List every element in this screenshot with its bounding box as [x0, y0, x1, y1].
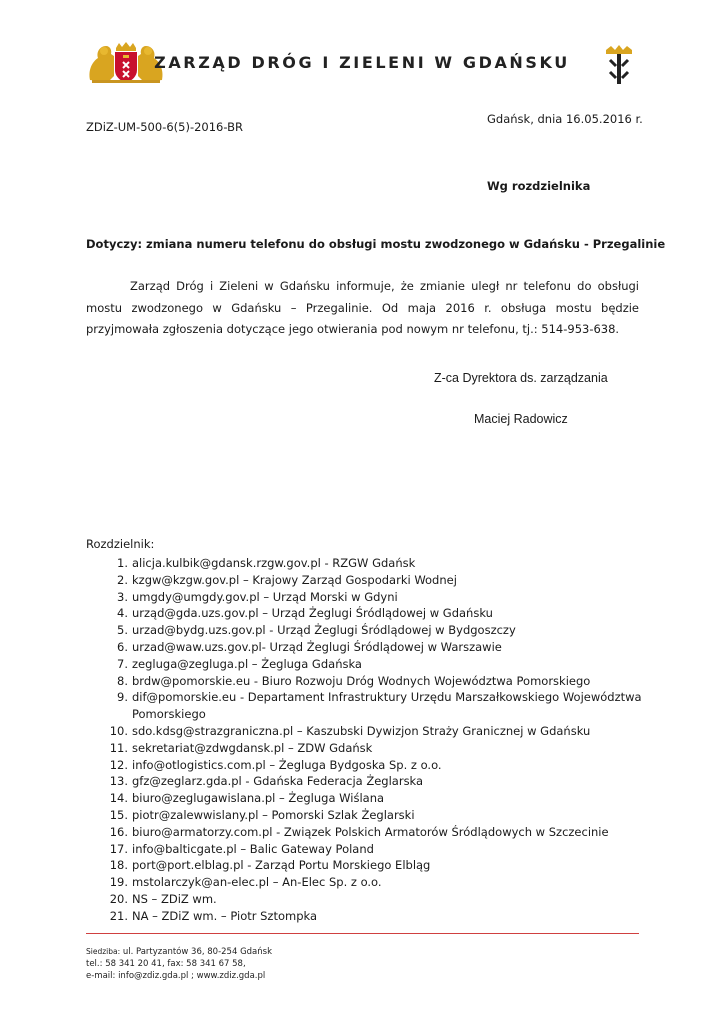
list-item — [86, 807, 646, 824]
list-item — [86, 605, 646, 622]
list-text: alicja.kulbik@gdansk.rzgw.gov.pl - RZGW Gdańsk — [132, 556, 416, 570]
list-text: zegluga@zegluga.pl – Żegluga Gdańska — [132, 656, 362, 671]
list-item — [86, 891, 646, 908]
list-item — [86, 723, 646, 740]
list-number: 4. — [117, 606, 128, 621]
list-item — [86, 622, 646, 639]
list-number: 18. — [109, 858, 128, 873]
list-text: info@otlogistics.com.pl – Żegluga Bydgoska Sp. z o.o. — [132, 757, 442, 772]
list-text: biuro@zeglugawislana.pl – Żegluga Wiślana — [132, 791, 385, 806]
list-number: 17. — [109, 841, 128, 856]
list-number: 8. — [117, 673, 128, 688]
list-item — [86, 639, 646, 656]
footer-divider — [86, 933, 639, 934]
list-item — [86, 740, 646, 757]
footer-email-www: e-mail: info@zdiz.gda.pl ; www.zdiz.gda.pl — [86, 971, 266, 981]
list-item — [86, 857, 646, 874]
distribution-label: Rozdzielnik: — [86, 537, 155, 551]
list-text: urząd@gda.uzs.gov.pl – Urząd Żeglugi Śródlądowej w Gdańsku — [132, 606, 493, 621]
distribution-list — [86, 555, 646, 925]
list-text: port@port.elblag.pl - Zarząd Portu Morskiego Elbląg — [132, 858, 431, 873]
list-item — [86, 841, 646, 858]
recipient: Wg rozdzielnika — [487, 179, 591, 193]
list-number: 5. — [117, 623, 128, 638]
list-text: piotr@zalewwislany.pl – Pomorski Szlak Żeglarski — [132, 807, 415, 822]
list-text: mstolarczyk@an-elec.pl – An-Elec Sp. z o.o. — [132, 875, 382, 890]
list-text: sekretariat@zdwgdansk.pl – ZDW Gdańsk — [132, 740, 373, 755]
list-item — [86, 757, 646, 774]
list-text: dif@pomorskie.eu - Departament Infrastruktury Urzędu Marszałkowskiego Województwa Pomorskiego — [132, 690, 642, 722]
letter-body — [86, 276, 639, 341]
list-number: 9. — [117, 690, 128, 705]
signature-title: Z-ca Dyrektora ds. zarządzania — [434, 371, 608, 385]
list-number: 2. — [117, 572, 128, 587]
body-paragraph: Zarząd Dróg i Zieleni w Gdańsku informuje, że zmianie uległ nr telefonu do obsługi mostu zwodzonego w Gdańsku – Przegalinie. Od maja 2016 r. obsługa mostu będzie przyjmowała zgłoszenia dotyczące jego otwierania pod nowym nr telefonu, tj.: 514-953-638. — [86, 279, 639, 336]
list-text: urzad@waw.uzs.gov.pl- Urząd Żeglugi Śródlądowej w Warszawie — [132, 639, 502, 654]
subject-line: Dotyczy: zmiana numeru telefonu do obsługi mostu zwodzonego w Gdańsku - Przegalinie — [86, 237, 666, 251]
list-number: 1. — [117, 556, 128, 570]
footer-address: ul. Partyzantów 36, 80-254 Gdańsk — [122, 947, 272, 957]
list-number: 7. — [117, 656, 128, 671]
list-item — [86, 572, 646, 589]
list-text: umgdy@umgdy.gov.pl – Urząd Morski w Gdyni — [132, 589, 398, 604]
list-number: 3. — [117, 589, 128, 604]
zdiz-logo-icon — [604, 44, 634, 88]
list-text: gfz@zeglarz.gda.pl - Gdańska Federacja Żeglarska — [132, 774, 424, 789]
reference-number: ZDiZ-UM-500-6(5)-2016-BR — [86, 120, 243, 134]
list-number: 14. — [109, 791, 128, 806]
footer-seat-label: Siedziba: — [86, 947, 121, 956]
list-item — [86, 673, 646, 690]
list-item — [86, 689, 646, 723]
list-number: 15. — [109, 807, 128, 822]
list-item — [86, 908, 646, 925]
list-text: biuro@armatorzy.com.pl - Związek Polskich Armatorów Śródlądowych w Szczecinie — [132, 824, 609, 839]
list-number: 19. — [109, 875, 128, 890]
list-item — [86, 790, 646, 807]
list-item — [86, 656, 646, 673]
organization-name: ZARZĄD DRÓG I ZIELENI W GDAŃSKU — [154, 53, 570, 72]
list-item — [86, 589, 646, 606]
footer-contact: tel.: 58 341 20 41, fax: 58 341 67 58, — [86, 959, 246, 969]
list-number: 11. — [109, 740, 128, 755]
list-text: info@balticgate.pl – Balic Gateway Poland — [132, 841, 374, 856]
footer — [86, 946, 272, 982]
list-item — [86, 773, 646, 790]
list-text: NS – ZDiZ wm. — [132, 891, 217, 906]
list-number: 6. — [117, 639, 128, 654]
list-number: 10. — [109, 723, 128, 738]
list-item — [86, 824, 646, 841]
list-item — [86, 874, 646, 891]
list-number: 12. — [109, 757, 128, 772]
list-item — [86, 555, 646, 572]
list-text: brdw@pomorskie.eu - Biuro Rozwoju Dróg Wodnych Województwa Pomorskiego — [132, 673, 591, 688]
list-number: 20. — [109, 891, 128, 906]
signature-name: Maciej Radowicz — [474, 412, 568, 426]
list-text: NA – ZDiZ wm. – Piotr Sztompka — [132, 908, 318, 923]
place-date: Gdańsk, dnia 16.05.2016 r. — [487, 112, 643, 126]
list-text: sdo.kdsg@strazgraniczna.pl – Kaszubski Dywizjon Straży Granicznej w Gdańsku — [132, 723, 591, 738]
list-text: urzad@bydg.uzs.gov.pl - Urząd Żeglugi Śródlądowej w Bydgoszczy — [132, 623, 516, 638]
list-text: kzgw@kzgw.gov.pl – Krajowy Zarząd Gospodarki Wodnej — [132, 572, 457, 587]
list-number: 16. — [109, 824, 128, 839]
list-number: 13. — [109, 774, 128, 789]
list-number: 21. — [109, 908, 128, 923]
